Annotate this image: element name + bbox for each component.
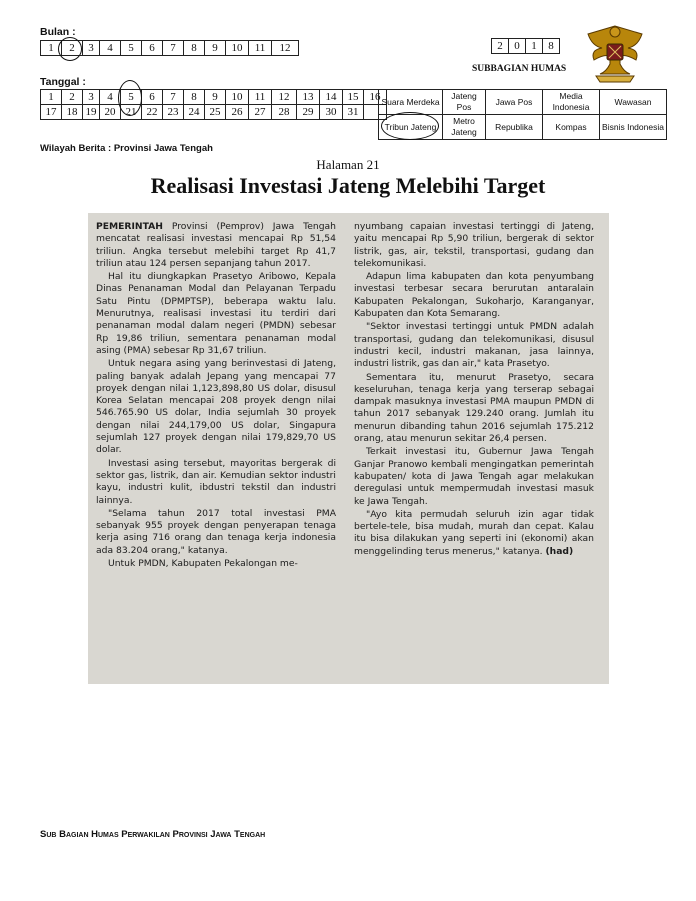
tanggal-cell: 27 xyxy=(249,105,272,120)
bulan-cell: 11 xyxy=(249,41,272,56)
bulan-cell: 9 xyxy=(205,41,226,56)
byline: (had) xyxy=(545,545,574,557)
article-paragraph: "Selama tahun 2017 total investasi PMA sebanyak 955 proyek dengan penyerapan tenaga kerja asing 716 orang dan tenaga kerja indonesia ada 83.204 orang," katanya. xyxy=(96,507,336,556)
wilayah-berita: Wilayah Berita : Provinsi Jawa Tengah xyxy=(40,143,213,154)
tanggal-cell: 28 xyxy=(272,105,297,120)
bulan-cell: 1 xyxy=(41,41,62,56)
bulan-cell: 6 xyxy=(142,41,163,56)
article-paragraph: nyumbang capaian investasi tertinggi di Jateng, yaitu mencapai Rp 5,90 triliun, bergerak di sektor listrik, gas, air, tekstil, transportasi, gudang dan telekomunikasi. xyxy=(354,221,594,269)
article-paragraph xyxy=(354,509,594,558)
media-cell: Wawasan xyxy=(600,90,667,115)
tanggal-cell: 5 xyxy=(121,90,142,105)
bulan-cell: 8 xyxy=(184,41,205,56)
tanggal-cell: 12 xyxy=(272,90,297,105)
tanggal-cell: 1 xyxy=(41,90,62,105)
tanggal-cell: 30 xyxy=(320,105,343,120)
article-paragraph: Adapun lima kabupaten dan kota penyumbang investasi terbesar secara berurutan antaralain Kabupaten Pekalongan, Sukoharjo, Karanganyar, Kabupaten dan Kota Semarang. xyxy=(354,271,594,320)
tanggal-cell: 8 xyxy=(184,90,205,105)
tanggal-cell: 7 xyxy=(163,90,184,105)
article-paragraph: Sementara itu, menurut Prasetyo, secara keseluruhan, tenaga kerja yang terserap sebagai dampak masuknya investasi PMA maupun PMDN di tahun 2017 sebanyak 129.240 orang. Jumlah itu menurun dibanding tahun 2016 sejumlah 175.212 orang, atau menurun sekitar 26,4 persen. xyxy=(354,371,594,445)
article-paragraph: Terkait investasi itu, Gubernur Jawa Tengah Ganjar Pranowo kembali mengingatkan pemerintah kabupaten/ kota di Jawa Tengah agar melakukan deregulasi untuk mempermudah investasi masuk ke Jawa Tengah. xyxy=(354,446,594,507)
tanggal-cell: 3 xyxy=(83,90,100,105)
article-paragraph: Untuk PMDN, Kabupaten Pekalongan me- xyxy=(108,558,298,570)
tanggal-row xyxy=(41,105,387,120)
tanggal-cell: 4 xyxy=(100,90,121,105)
media-cell: Bisnis Indonesia xyxy=(600,115,667,140)
year-digit: 0 xyxy=(509,39,526,54)
bulan-cell: 3 xyxy=(83,41,100,56)
tanggal-cell: 26 xyxy=(226,105,249,120)
article-paragraph: "Sektor investasi tertinggi untuk PMDN adalah transportasi, gudang dan telekomunikasi, disusul industri kecil, industri makanan, jasa lainnya, industri listrik, gas dan air," kata Prasetyo. xyxy=(354,321,594,370)
tanggal-cell: 18 xyxy=(62,105,83,120)
media-cell: Republika xyxy=(486,115,543,140)
media-cell: Media Indonesia xyxy=(543,90,600,115)
tanggal-cell: 22 xyxy=(142,105,163,120)
tanggal-cell: 19 xyxy=(83,105,100,120)
year-digit: 2 xyxy=(492,39,509,54)
media-selected-circle xyxy=(381,112,439,140)
bulan-cell: 5 xyxy=(121,41,142,56)
tanggal-label: Tanggal : xyxy=(40,76,86,88)
tanggal-cell: 9 xyxy=(205,90,226,105)
bulan-label: Bulan : xyxy=(40,26,76,38)
tanggal-cell: 15 xyxy=(343,90,364,105)
tanggal-cell: 25 xyxy=(205,105,226,120)
lead-word: PEMERINTAH xyxy=(96,221,163,232)
tanggal-cell: 10 xyxy=(226,90,249,105)
media-cell: Jateng Pos xyxy=(443,90,486,115)
tanggal-row xyxy=(41,90,387,105)
tanggal-cell: 29 xyxy=(297,105,320,120)
media-cell: Suara Merdeka xyxy=(379,90,443,115)
tanggal-cell: 20 xyxy=(100,105,121,120)
tanggal-cell: 31 xyxy=(343,105,364,120)
article-paragraph: Hal itu diungkapkan Prasetyo Aribowo, Kepala Dinas Penanaman Modal dan Pelayanan Terpadu Satu Pintu (DPMPTSP), beberapa waktu lalu. Menurutnya, realisasi investasi itu terdiri dari penanaman modal dalam negeri (PMDN) sebesar Rp 19,86 triliun, sementara penanaman modal asing (PMA) sebesar Rp 31,67 triliun. xyxy=(96,271,336,356)
article-paragraph: Untuk negara asing yang berinvestasi di Jateng, paling banyak adalah Jepang yang mencapai 77 proyek dengan nilai 1,123,898,80 US dolar, disusul Korea Selatan mencapai 208 proyek dengn nilai 546.765.90 US dolar, India sejumlah 30 proyek dengan nilai 244,179,00 US dolar, Singapura sejumlah 127 proyek dengan nilai 179,829,70 US dolar. xyxy=(96,358,336,456)
year-row xyxy=(492,39,560,54)
garuda-emblem-icon xyxy=(580,20,650,84)
headline: Realisasi Investasi Jateng Melebihi Target xyxy=(150,173,546,198)
tanggal-selected-circle xyxy=(118,80,142,116)
tanggal-cell: 24 xyxy=(184,105,205,120)
bulan-cell: 10 xyxy=(226,41,249,56)
media-cell: Metro Jateng xyxy=(443,115,486,140)
article-paragraph: Investasi asing tersebut, mayoritas bergerak di sektor gas, listrik, dan air. Kemudian sektor industri kayu, industri kulit, ibdustri tekstil dan industri lainnya. xyxy=(96,457,336,506)
footer: Sub Bagian Humas Perwakilan Provinsi Jawa Tengah xyxy=(40,829,266,840)
paragraph-text: Provinsi (Pemprov) Jawa Tengah mencatat realisasi investasi mencapai Rp 51,54 triliun. Angka tersebut melebihi target Rp 41,7 triliun atau 124 persen sepanjang tahun 2017. xyxy=(96,221,336,269)
tanggal-grid xyxy=(40,89,387,120)
bulan-cell: 12 xyxy=(272,41,299,56)
media-cell: Tribun Jateng xyxy=(379,115,443,140)
news-clipping xyxy=(88,213,609,684)
tanggal-cell: 23 xyxy=(163,105,184,120)
bulan-cell: 4 xyxy=(100,41,121,56)
bulan-selected-circle xyxy=(58,37,82,61)
article-column-1 xyxy=(96,221,336,571)
tanggal-cell: 17 xyxy=(41,105,62,120)
year-box xyxy=(491,38,560,54)
bulan-cell: 7 xyxy=(163,41,184,56)
bulan-cell: 2 xyxy=(62,41,83,56)
media-row xyxy=(379,90,667,115)
paragraph-text: "Ayo kita permudah seluruh izin agar tidak bertele-tele, bisa mudah, murah dan cepat. Kalau itu bisa dilakukan yang seperti ini (ekonomi) akan menggelinding terus menerus," katanya. xyxy=(354,508,594,557)
media-cell: Jawa Pos xyxy=(486,90,543,115)
tanggal-cell: 2 xyxy=(62,90,83,105)
org-name: SUBBAGIAN HUMAS xyxy=(472,64,567,74)
tanggal-cell: 16 xyxy=(364,90,387,105)
article-paragraph xyxy=(96,221,336,270)
tanggal-cell: 21 xyxy=(121,105,142,120)
article-column-2 xyxy=(354,221,594,559)
tanggal-cell: 11 xyxy=(249,90,272,105)
tanggal-cell: 13 xyxy=(297,90,320,105)
media-cell: Kompas xyxy=(543,115,600,140)
tanggal-cell: 6 xyxy=(142,90,163,105)
year-digit: 1 xyxy=(526,39,543,54)
tanggal-cell: 14 xyxy=(320,90,343,105)
year-digit: 8 xyxy=(543,39,560,54)
page-number: Halaman 21 xyxy=(316,157,380,172)
